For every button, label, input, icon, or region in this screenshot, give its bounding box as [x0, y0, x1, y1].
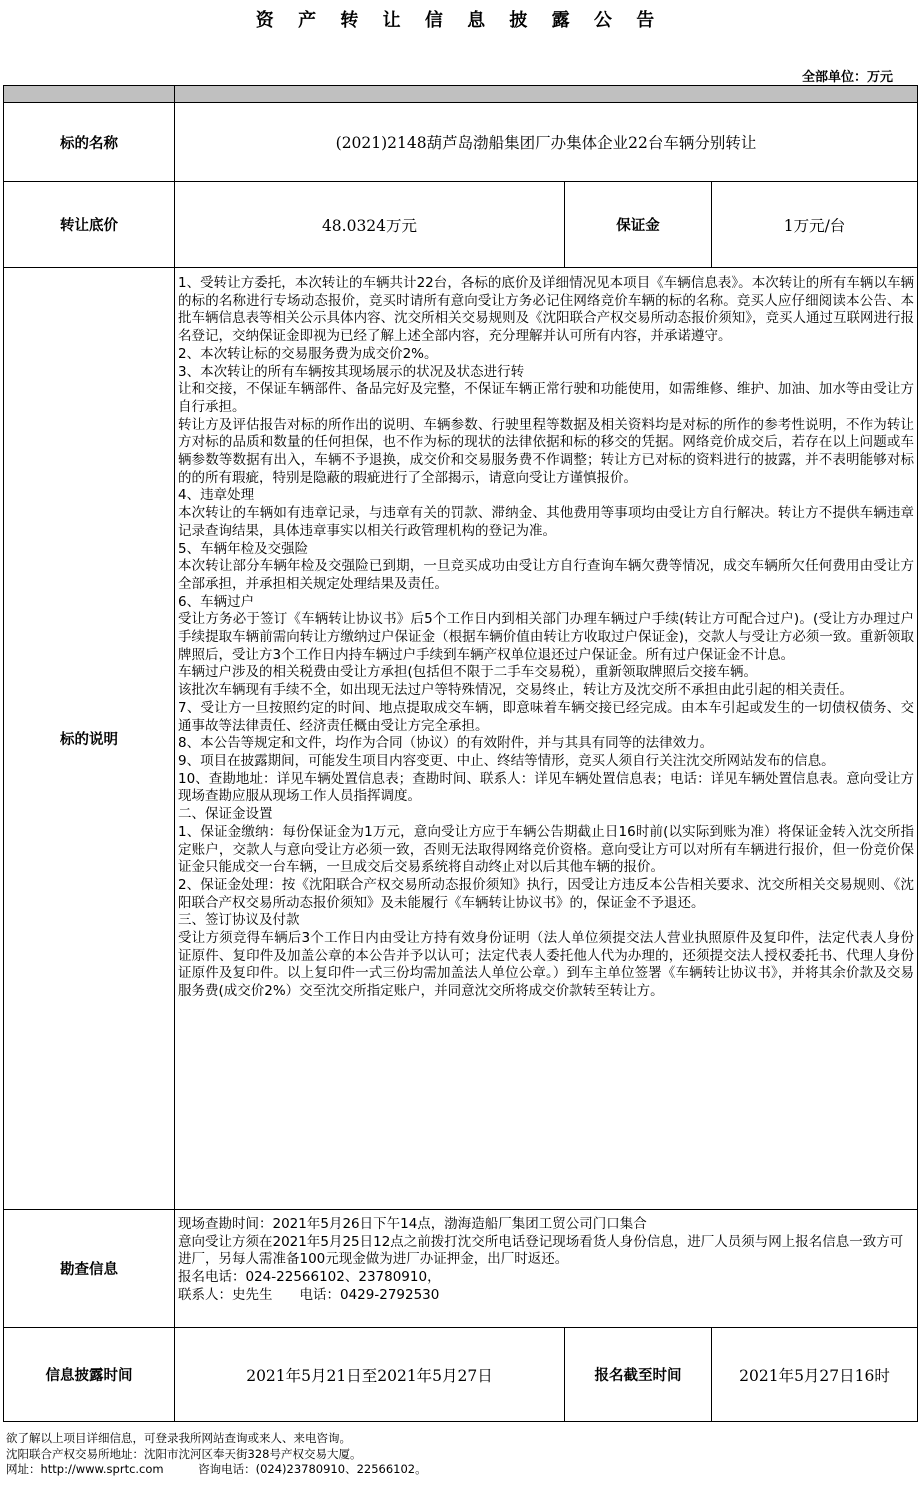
row-inspection: [4, 1210, 918, 1328]
inspection-line: 联系人：史先生 电话：0429-2792530: [178, 1286, 440, 1303]
price-label: 转让底价: [4, 182, 175, 268]
footer-notes: [6, 1431, 427, 1478]
disclosure-time-value: 2021年5月21日至2021年5月27日: [175, 1328, 565, 1422]
desc-paragraph: 10、查勘地址：详见车辆处置信息表；查勘时间、联系人：详见车辆处置信息表；电话：详见车辆处置信息表。意向受让方现场查勘应服从现场工作人员指挥调度。: [178, 770, 915, 805]
desc-paragraph: 2、本次转让标的交易服务费为成交价2%。: [178, 345, 438, 362]
description-label: 标的说明: [4, 268, 175, 1210]
footer-line: 欲了解以上项目详细信息，可登录我所网站查询或来人、来电咨询。: [6, 1431, 351, 1445]
inspection-line: 报名电话：024-22566102、23780910，: [178, 1269, 441, 1286]
desc-paragraph: 转让方及评估报告对标的所作出的说明、车辆参数、行驶里程等数据及相关资料均是对标的所作的参考性说明，不作为转让方对标的品质和数量的任何担保，也不作为标的现状的法律依据和标的移交的凭据。网络竞价成交后，若存在以上问题或车辆参数等数据有出入，车辆不予退换，成交价和交易服务费不作调整；转让方已对标的资料进行的披露，并不表明能够对标的的所有瑕疵，特别是隐蔽的瑕疵进行了全部揭示，请意向受让方谨慎报价。: [178, 416, 915, 486]
desc-paragraph: 5、车辆年检及交强险: [178, 540, 309, 557]
desc-paragraph: 本次转让的车辆如有违章记录，与违章有关的罚款、滞纳金、其他费用等事项均由受让方自行解决。转让方不提供车辆违章记录查询结果，具体违章事实以相关行政管理机构的登记为准。: [178, 505, 915, 539]
desc-paragraph: 车辆过户涉及的相关税费由受让方承担(包括但不限于二手车交易税），重新领取牌照后交接车辆。: [178, 664, 758, 681]
desc-paragraph: 让和交接，不保证车辆部件、备品完好及完整，不保证车辆正常行驶和功能使用，如需维修、维护、加油、加水等由受让方自行承担。: [178, 381, 915, 415]
disclosure-table: [3, 85, 918, 1422]
disclosure-time-label: 信息披露时间: [4, 1328, 175, 1422]
desc-paragraph: 本次转让部分车辆年检及交强险已到期，一旦竞买成功由受让方自行查询车辆欠费等情况，成交车辆所欠任何费用由受让方全部承担，并承担相关规定处理结果及责任。: [178, 558, 915, 592]
inspection-label: 勘查信息: [4, 1210, 175, 1328]
footer-line: 网址：http://www.sprtc.com 咨询电话：(024)23780910、22566102。: [6, 1462, 427, 1476]
desc-paragraph: 1、保证金缴纳：每份保证金为1万元，意向受让方应于车辆公告期截止日16时前(以实际到账为准）将保证金转入沈交所指定账户，交款人与意向受让方必须一致，否则无法取得网络竞价资格。意向受让方可以对所有车辆进行报价，但一份竞价保证金只能成交一台车辆，一旦成交后交易系统将自动终止对以后其他车辆的报价。: [178, 823, 915, 876]
page-title: 资 产 转 让 信 息 披 露 公 告: [255, 10, 664, 31]
desc-paragraph: 1、受转让方委托，本次转让的车辆共计22台，各标的底价及详细情况见本项目《车辆信息表》。本次转让的所有车辆以车辆的标的名称进行专场动态报价，竞买时请所有意向受让方务必记住网络竞价车辆的标的名称。竞买人应仔细阅读本公告、本批车辆信息表等相关公示具体内容、沈交所相关交易规则及《沈阳联合产权交易所动态报价须知》，竞买人通过互联网进行报名登记，交纳保证金即视为已经了解上述全部内容，充分理解并认可所有内容，并承诺遵守。: [178, 275, 915, 345]
description-text: [175, 268, 918, 1210]
deposit-value: 1万元/台: [712, 182, 918, 268]
desc-paragraph: 3、本次转让的所有车辆按其现场展示的状况及状态进行转: [178, 363, 525, 380]
inspection-line: 现场查勘时间：2021年5月26日下午14点，渤海造船厂集团工贸公司门口集合: [178, 1216, 647, 1232]
deadline-value: 2021年5月27日16时: [712, 1328, 918, 1422]
row-description: [4, 268, 918, 1210]
deadline-label: 报名截至时间: [565, 1328, 712, 1422]
desc-paragraph: 8、本公告等规定和文件，均作为合同（协议）的有效附件，并与其具有同等的法律效力。: [178, 735, 714, 752]
price-value: 48.0324万元: [175, 182, 565, 268]
inspection-line: 意向受让方须在2021年5月25日12点之前拨打沈交所电话登记现场看货人身份信息，进厂人员须与网上报名信息一致方可进厂，另每人需准备100元现金做为进厂办证押金，出厂时返还。: [178, 1233, 904, 1268]
desc-paragraph: 6、车辆过户: [178, 593, 255, 610]
desc-paragraph: 7、受让方一旦按照约定的时间、地点提取成交车辆，即意味着车辆交接已经完成。由本车引起或发生的一切债权债务、交通事故等法律责任、经济责任概由受让方完全承担。: [178, 699, 915, 734]
row-target-name: [4, 103, 918, 182]
footer-line: 沈阳联合产权交易所地址：沈阳市沈河区奉天街328号产权交易大厦。: [6, 1446, 362, 1461]
header-bar: [4, 86, 918, 103]
target-name-label: 标的名称: [4, 103, 175, 182]
desc-paragraph: 二、保证金设置: [178, 806, 273, 823]
desc-paragraph: 受让方须竞得车辆后3个工作日内由受让方持有效身份证明（法人单位须提交法人营业执照原件及复印件，法定代表人身份证原件、复印件及加盖公章的本公告并予以认可；法定代表人委托他人代为办理的，还须提交法人授权委托书、代理人身份证原件及复印件。以上复印件一式三份均需加盖法人单位公章。）到车主单位签署《车辆转让协议书》，并将其余价款及交易服务费(成交价2%）交至沈交所指定账户，并同意沈交所将成交价款转至转让方。: [178, 930, 915, 1000]
desc-paragraph: 2、保证金处理：按《沈阳联合产权交易所动态报价须知》执行，因受让方违反本公告相关要求、沈交所相关交易规则、《沈阳联合产权交易所动态报价须知》及未能履行《车辆转让协议书》的，保证金不予退还。: [178, 876, 915, 911]
desc-paragraph: 该批次车辆现有手续不全，如出现无法过户等特殊情况，交易终止，转让方及沈交所不承担由此引起的相关责任。: [178, 682, 853, 699]
target-name-value: (2021)2148葫芦岛渤船集团厂办集体企业22台车辆分别转让: [175, 103, 918, 182]
row-disclosure-time: [4, 1328, 918, 1422]
inspection-text: [175, 1210, 918, 1328]
desc-paragraph: 9、项目在披露期间，可能发生项目内容变更、中止、终结等情形，竞买人须自行关注沈交所网站发布的信息。: [178, 752, 835, 769]
row-price: [4, 182, 918, 268]
deposit-label: 保证金: [565, 182, 712, 268]
unit-label: 全部单位：万元: [801, 70, 893, 85]
desc-paragraph: 三、签订协议及付款: [178, 912, 300, 929]
desc-paragraph: 受让方务必于签订《车辆转让协议书》后5个工作日内到相关部门办理车辆过户手续(转让方可配合过户)。(受让方办理过户手续提取车辆前需向转让方缴纳过户保证金（根据车辆价值由转让方收取过户保证金)，交款人与受让方必须一致。重新领取牌照后，受让方3个工作日内持车辆过户手续到车辆产权单位退还过户保证金。所有过户保证金不计息。: [178, 611, 915, 663]
desc-paragraph: 4、违章处理: [178, 487, 255, 504]
